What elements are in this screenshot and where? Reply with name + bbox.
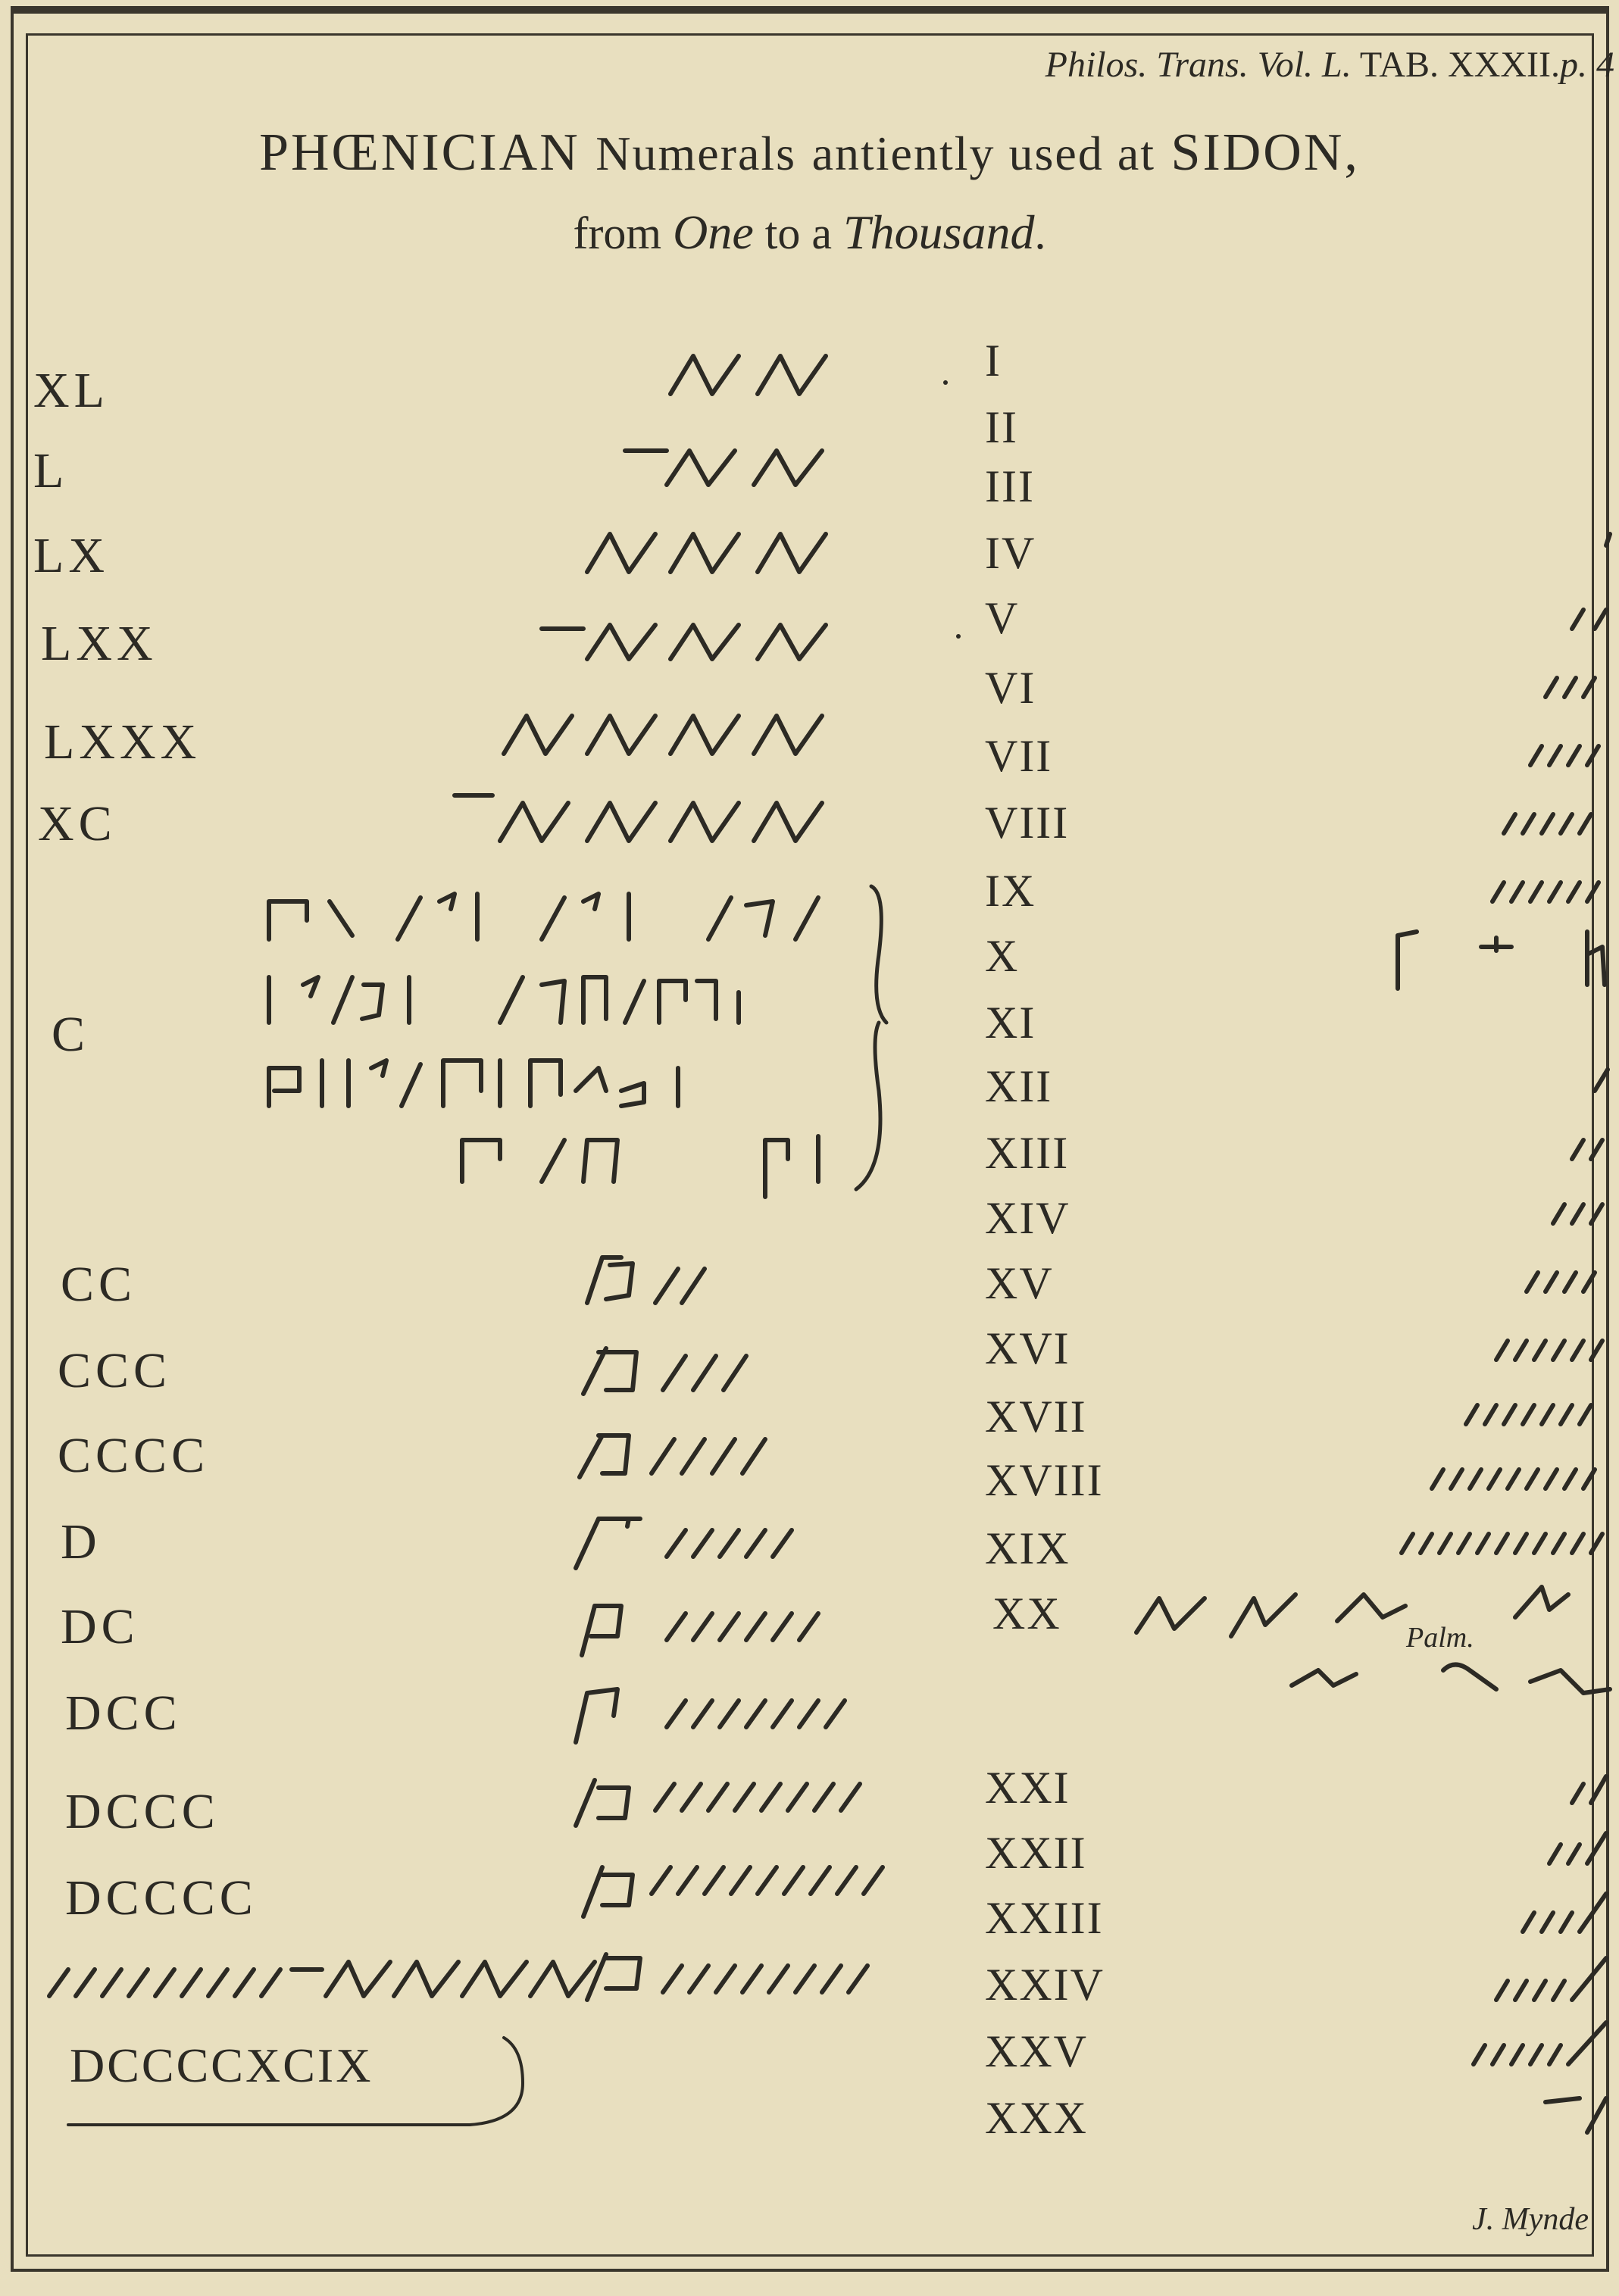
right-label-xviii: XVIII — [985, 1455, 1104, 1505]
left-label-cccc: CCCC — [58, 1428, 210, 1483]
right-label-vii: VII — [985, 731, 1053, 781]
left-label-dcc: DCC — [65, 1685, 182, 1741]
glyph-dccc — [576, 1780, 860, 1826]
right-label-ix: IX — [985, 866, 1036, 916]
title-phrase: antiently used at — [811, 127, 1156, 180]
glyph-dcc — [576, 1689, 845, 1742]
left-label-lxx: LXX — [41, 616, 158, 671]
subtitle-one: One — [673, 205, 754, 259]
glyph-c-variants — [269, 886, 886, 1197]
left-label-l: L — [33, 443, 69, 498]
left-label-cc: CC — [61, 1257, 137, 1312]
left-label-d: D — [61, 1514, 102, 1570]
right-label-xxiii: XXIII — [985, 1893, 1104, 1943]
right-label-xvi: XVI — [985, 1323, 1070, 1373]
glyph-dcccc-xcix — [49, 1954, 867, 2000]
glyph-lxxx — [504, 716, 822, 754]
right-label-vi: VI — [985, 663, 1036, 713]
left-label-xc: XC — [38, 796, 117, 851]
left-label-c: C — [52, 1007, 90, 1062]
right-label-v: V — [985, 593, 1020, 643]
subtitle-period: . — [1034, 208, 1046, 258]
title-word-phoenician: PHŒNICIAN — [259, 123, 580, 182]
left-label-dccc: DCCC — [65, 1784, 220, 1839]
volume: Vol. L. — [1257, 45, 1352, 85]
right-label-xxii: XXII — [985, 1828, 1087, 1878]
glyph-lxx — [542, 625, 826, 659]
right-label-xix: XIX — [985, 1523, 1070, 1573]
page-ref: p. 4 — [1560, 45, 1614, 85]
glyph-xc — [455, 795, 822, 841]
right-label-viii: VIII — [985, 798, 1070, 848]
right-label-xxiv: XXIV — [985, 1960, 1105, 2010]
glyph-dc — [582, 1606, 818, 1655]
glyph-ccc — [583, 1348, 746, 1394]
subtitle-thousand: Thousand — [843, 205, 1035, 259]
title-word-numerals: Numerals — [595, 127, 797, 180]
title-word-sidon: SIDON, — [1170, 123, 1360, 182]
right-label-xxx: XXX — [985, 2093, 1088, 2143]
subtitle-to-a: to a — [764, 208, 833, 258]
plate-number: TAB. XXXII. — [1359, 45, 1560, 85]
right-label-xi: XI — [985, 998, 1036, 1048]
right-label-i: I — [985, 336, 1002, 386]
glyph-dcccc — [583, 1867, 883, 1916]
right-label-iv: IV — [985, 528, 1036, 578]
left-label-dcccc-xcix: DCCCCXCIX — [70, 2038, 373, 2092]
left-label-dcccc: DCCCC — [65, 1870, 258, 1926]
engraver-signature: J. Mynde — [1472, 2202, 1589, 2237]
glyph-d — [576, 1519, 792, 1568]
right-label-xiii: XIII — [985, 1128, 1070, 1178]
left-label-ccc: CCC — [58, 1343, 172, 1398]
right-label-xii: XII — [985, 1061, 1053, 1111]
right-label-xvii: XVII — [985, 1392, 1087, 1442]
journal-name: Philos. Trans. — [1045, 45, 1249, 85]
glyph-xl — [670, 356, 826, 394]
glyph-units-right — [1136, 534, 1610, 2132]
subtitle-from: from — [573, 208, 662, 258]
left-label-xl: XL — [33, 363, 109, 418]
left-label-lx: LX — [33, 528, 109, 583]
right-label-xxv: XXV — [985, 2026, 1088, 2076]
glyph-l — [625, 451, 822, 485]
right-label-xxi: XXI — [985, 1763, 1070, 1813]
right-label-xx: XX — [992, 1588, 1061, 1638]
left-label-lxxx: LXXX — [44, 714, 202, 770]
right-label-iii: III — [985, 461, 1035, 511]
right-label-x: X — [985, 931, 1020, 981]
glyph-cc — [587, 1257, 705, 1303]
palm-note: Palm. — [1406, 1622, 1474, 1654]
right-label-ii: II — [985, 402, 1018, 452]
left-label-dc: DC — [61, 1599, 139, 1654]
engraving-dot — [956, 634, 961, 639]
glyph-lx — [587, 534, 826, 572]
right-label-xiv: XIV — [985, 1193, 1070, 1243]
engraving-dot — [943, 380, 948, 385]
right-label-xv: XV — [985, 1258, 1054, 1308]
glyph-cccc — [580, 1435, 765, 1477]
total-underline — [68, 2038, 523, 2125]
